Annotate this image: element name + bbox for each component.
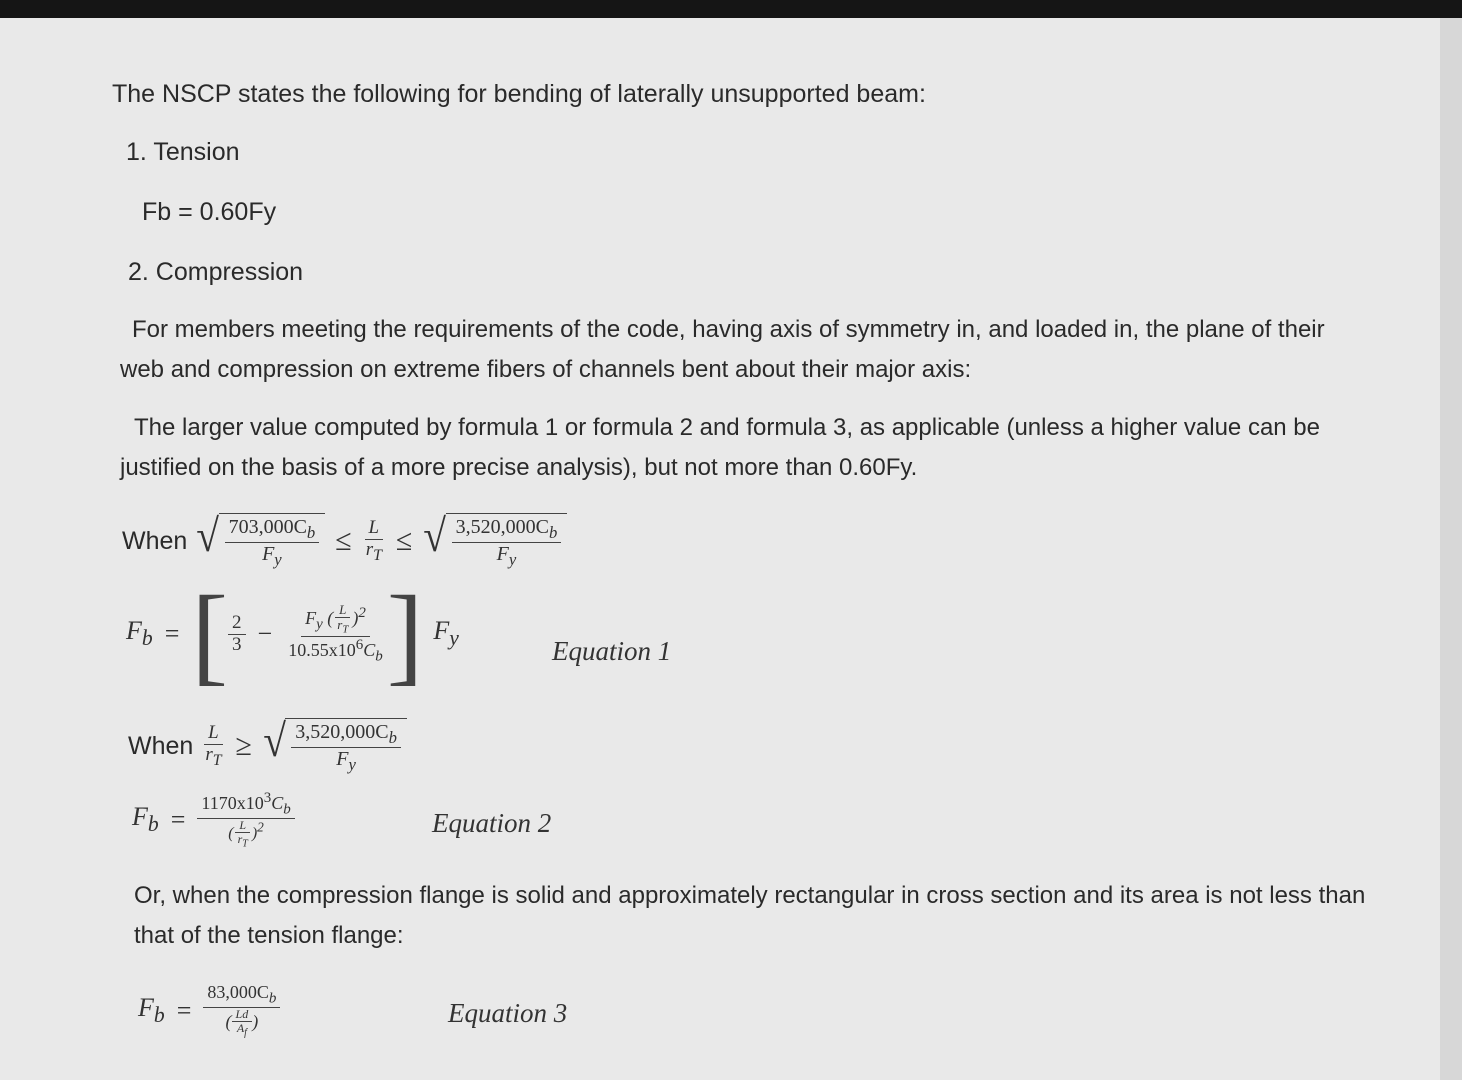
- subscript: b: [306, 523, 316, 542]
- equation-1-label: Equation 1: [552, 636, 672, 666]
- subscript: y: [449, 626, 459, 651]
- denominator: r: [365, 539, 374, 561]
- subscript: b: [548, 523, 558, 542]
- ge-symbol: ≥: [235, 729, 252, 763]
- two-thirds: [228, 613, 246, 656]
- right-bracket: ]: [386, 573, 424, 695]
- fb-symbol: [138, 993, 165, 1028]
- symbol: F: [305, 607, 317, 628]
- numerator: L: [204, 723, 223, 745]
- numerator: 1170x10: [201, 793, 264, 813]
- list-item-compression: 2. Compression: [128, 258, 304, 286]
- equals-sign: =: [164, 619, 180, 648]
- equation-2: [132, 790, 295, 850]
- subscript: b: [147, 812, 159, 837]
- document-page: [0, 18, 1440, 1080]
- equals-sign: =: [170, 804, 186, 834]
- subscript: T: [342, 623, 349, 636]
- denominator: r: [237, 832, 243, 847]
- minus-sign: −: [257, 619, 273, 648]
- equation-3: [138, 983, 280, 1039]
- symbol: C: [271, 793, 284, 813]
- numerator: L: [235, 819, 250, 833]
- denominator: 10.55x10: [288, 640, 356, 661]
- subscript: y: [348, 755, 356, 775]
- numerator: L: [335, 603, 350, 618]
- exponent: 2: [358, 604, 366, 621]
- subscript: y: [274, 550, 282, 570]
- subscript: y: [508, 550, 517, 570]
- eq3-fraction: $83,000C_b$ ( $\frac{Ld}{A_f}$ ): [203, 983, 280, 1039]
- eq2-fraction: $1170x10^3C_b$ ( $\frac{L}{r_T}$ )$^2$: [197, 790, 294, 850]
- subscript: T: [373, 546, 382, 564]
- when-label: When: [128, 731, 194, 760]
- denominator: r: [337, 616, 343, 632]
- paragraph-line: The larger value computed by formula 1 or formula 2 and formula 3, as applicable (unless a higher value can be: [134, 414, 1320, 441]
- tension-formula: Fb = 0.60Fy: [142, 198, 277, 226]
- denominator: F: [336, 748, 349, 771]
- denominator: r: [205, 744, 213, 766]
- numerator: 83,000C: [207, 982, 269, 1002]
- subscript: y: [316, 616, 323, 633]
- subscript: T: [212, 751, 222, 769]
- numerator: 2: [228, 613, 246, 635]
- subscript: T: [242, 838, 248, 850]
- paragraph-line: justified on the basis of a more precise analysis), but not more than 0.60Fy.: [120, 454, 918, 481]
- l-over-rt: [362, 518, 386, 564]
- paragraph-line: Or, when the compression flange is solid and approximately rectangular in cross section and its area is not less than: [134, 882, 1366, 909]
- symbol: F: [126, 616, 142, 646]
- subscript: f: [244, 1027, 247, 1039]
- paragraph-line: For members meeting the requirements of the code, having axis of symmetry in, and loaded in, the plane of their: [132, 316, 1325, 343]
- intro-text: The NSCP states the following for bending of laterally unsupported beam:: [112, 80, 926, 108]
- symbol: F: [138, 993, 154, 1023]
- denominator: 3: [232, 633, 242, 655]
- symbol: C: [363, 640, 376, 661]
- fb-symbol: [126, 616, 153, 651]
- equation-3-label: Equation 3: [448, 998, 568, 1028]
- denominator: F: [262, 543, 275, 566]
- l-over-rt: [201, 723, 225, 769]
- subscript: b: [153, 1003, 165, 1028]
- eq1-fraction: $F_y$ ( $\frac{L}{r_T}$ )$^2$ $10.55x10^6C_b$: [288, 601, 383, 665]
- equation-2-label: Equation 2: [432, 808, 552, 838]
- le-symbol: ≤: [335, 524, 352, 558]
- when-label: When: [122, 526, 188, 555]
- equation-1: [126, 573, 459, 695]
- condition-1: [122, 510, 567, 570]
- numerator: 3,520,000C: [295, 721, 389, 743]
- exponent: 3: [263, 790, 272, 806]
- numerator: 703,000C: [228, 516, 307, 538]
- paragraph-compression-flange: [134, 876, 1424, 956]
- exponent: 6: [355, 637, 364, 654]
- exponent: 2: [257, 819, 264, 835]
- fy-symbol: [433, 616, 459, 651]
- subscript: b: [141, 626, 153, 651]
- denominator: A: [236, 1021, 245, 1036]
- paragraph-larger-value: [120, 408, 1420, 488]
- sqrt-cond2: √ $\frac{3,520,000C_b}{F_y}$: [262, 718, 407, 775]
- subscript: b: [268, 990, 277, 1007]
- paragraph-members: [120, 310, 1420, 390]
- list-item-tension: 1. Tension: [126, 138, 240, 166]
- sqrt-right: √ $\frac{3,520,000C_b}{F_y}$: [422, 513, 567, 570]
- numerator: Ld: [232, 1008, 253, 1022]
- subscript: b: [375, 648, 383, 665]
- equals-sign: =: [176, 995, 192, 1025]
- fb-symbol: [132, 802, 159, 837]
- paragraph-line: web and compression on extreme fibers of channels bent about their major axis:: [120, 356, 972, 383]
- sqrt-left: √ $\frac{703,000C_b}{F_y}$: [195, 513, 325, 570]
- screen-edge: [1440, 18, 1462, 1080]
- subscript: b: [283, 801, 291, 818]
- paragraph-line: that of the tension flange:: [134, 922, 404, 949]
- symbol: F: [132, 802, 148, 832]
- denominator: F: [496, 543, 509, 566]
- le-symbol: ≤: [395, 524, 413, 558]
- symbol: F: [433, 616, 450, 646]
- left-bracket: [: [191, 573, 229, 695]
- condition-2: [128, 715, 407, 775]
- numerator: 3,520,000C: [455, 516, 549, 538]
- subscript: b: [388, 728, 397, 747]
- numerator: L: [365, 518, 384, 540]
